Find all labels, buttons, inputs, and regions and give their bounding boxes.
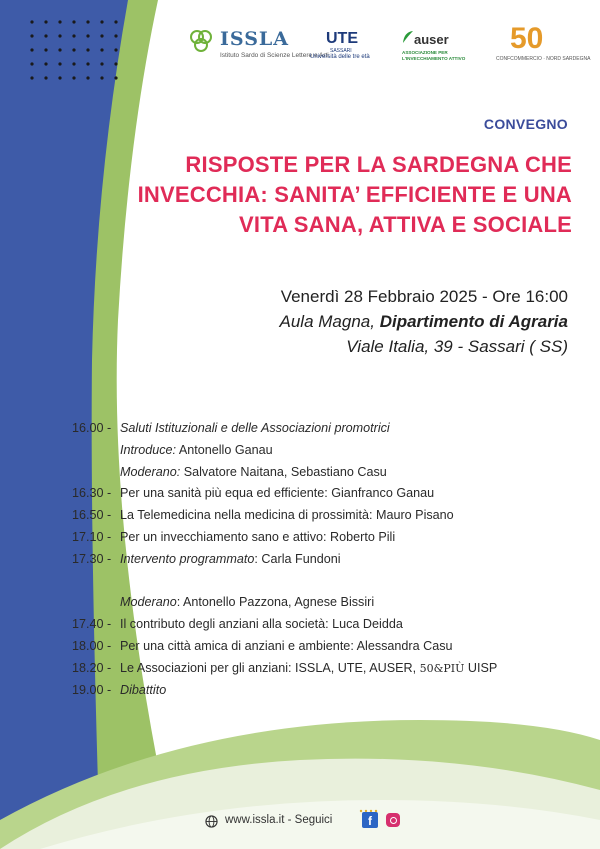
program-item: 17.10 - Per un invecchiamento sano e attivo: Roberto Pili (72, 529, 396, 544)
event-date: Venerdì 28 Febbraio 2025 - Ore 16:00 (280, 287, 568, 306)
program-item: 17.40 - Il contributo degli anziani alla società: Luca Deidda (72, 617, 403, 632)
issla-logo-text: ISSLA (220, 28, 290, 50)
fifty-logo-text: 50 (510, 22, 544, 55)
auser-logo-subtitle: ASSOCIAZIONE PER L'INVECCHIAMENTO ATTIVO (402, 50, 466, 61)
program-item: 16.30 - Per una sanità più equa ed efficiente: Gianfranco Ganau (72, 486, 435, 501)
program-item: 16.00 - Saluti Istituzionali e delle Associazioni promotrici (72, 421, 390, 435)
event-address: Viale Italia, 39 - Sassari ( SS) (346, 337, 568, 356)
program-list (72, 418, 497, 701)
program-item: 18.00 - Per una città amica di anziani e ambiente: Alessandra Casu (72, 638, 453, 653)
auser-logo-icon (402, 30, 414, 44)
title-line: RISPOSTE PER LA SARDEGNA CHE (185, 152, 572, 177)
ute-logo-subtitle: Università delle tre età (310, 54, 370, 60)
program-item: 19.00 - Dibattito (72, 682, 167, 697)
program-item: Moderano: Salvatore Naitana, Sebastiano Casu (120, 464, 387, 479)
venue-department: Dipartimento di Agraria (379, 312, 568, 331)
program-item: 16.50 - La Telemedicina nella medicina di prossimità: Mauro Pisano (72, 508, 454, 523)
issla-logo-icon (188, 28, 214, 54)
event-venue: Aula Magna, Dipartimento di Agraria (279, 312, 568, 331)
globe-icon (205, 815, 218, 828)
program-item: Introduce: Antonello Ganau (120, 442, 273, 457)
fifty-logo-subtitle: CONFCOMMERCIO · NORD SARDEGNA (496, 56, 591, 62)
facebook-icon[interactable]: f (362, 812, 378, 828)
website-link[interactable]: www.issla.it - Seguici (225, 814, 333, 826)
event-details (280, 284, 568, 359)
program-spacer (72, 571, 497, 593)
program-item: Moderano: Antonello Pazzona, Agnese Bissiri (120, 595, 375, 610)
event-type-label: CONVEGNO (483, 116, 568, 132)
partner-logos (180, 18, 591, 78)
auser-logo-text: auser (414, 32, 449, 47)
program-item: 17.30 - Intervento programmato: Carla Fundoni (72, 551, 341, 566)
title-line: INVECCHIA: SANITA’ EFFICIENTE E UNA (137, 182, 572, 207)
title-line: VITA SANA, ATTIVA E SOCIALE (239, 212, 572, 237)
event-title (112, 150, 572, 240)
ute-logo-city: SASSARI (330, 48, 352, 54)
program-item: 18.20 - Le Associazioni per gli anziani: ISSLA, UTE, AUSER, 50&PIÙ UISP (72, 660, 498, 675)
instagram-icon[interactable] (386, 813, 400, 827)
issla-logo-subtitle: Istituto Sardo di Scienze Lettere e Arti (220, 52, 329, 59)
ute-logo-text: UTE (326, 30, 358, 47)
